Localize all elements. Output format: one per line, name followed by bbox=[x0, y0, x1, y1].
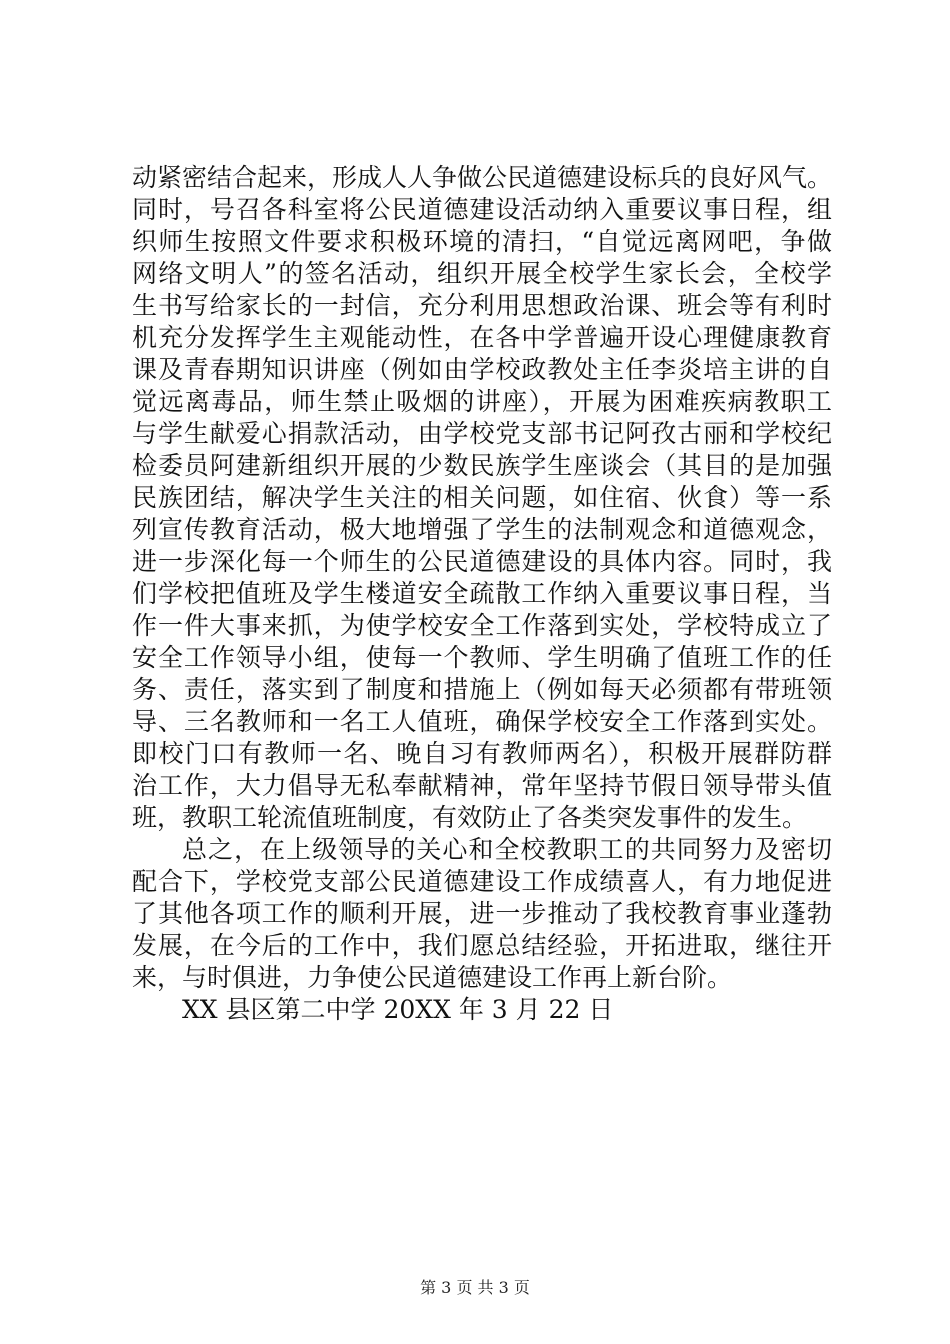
text-line: 作一件大事来抓，为使学校安全工作落到实处，学校特成立了 bbox=[132, 611, 832, 640]
text-line: 了其他各项工作的顺利开展，进一步推动了我校教育事业蓬勃 bbox=[132, 899, 832, 928]
text-line: 来，与时俱进，力争使公民道德建设工作再上新台阶。 bbox=[132, 963, 733, 992]
text-line: 即校门口有教师一名、晚自习有教师两名），积极开展群防群 bbox=[132, 739, 832, 768]
text-line: 生书写给家长的一封信，充分利用思想政治课、班会等有利时 bbox=[132, 291, 832, 320]
text-line: 导、三名教师和一名工人值班，确保学校安全工作落到实处。 bbox=[132, 707, 832, 736]
text-line: 检委员阿建新组织开展的少数民族学生座谈会（其目的是加强 bbox=[132, 451, 832, 480]
text-line: 发展，在今后的工作中，我们愿总结经验，开拓进取，继往开 bbox=[132, 931, 832, 960]
text-line: 网络文明人”的签名活动，组织开展全校学生家长会，全校学 bbox=[132, 259, 832, 288]
text-line: 总之，在上级领导的关心和全校教职工的共同努力及密切 bbox=[182, 835, 832, 864]
text-line: 觉远离毒品，师生禁止吸烟的讲座），开展为困难疾病教职工 bbox=[132, 387, 832, 416]
text-line: 进一步深化每一个师生的公民道德建设的具体内容。同时，我 bbox=[132, 547, 832, 576]
text-line: 配合下，学校党支部公民道德建设工作成绩喜人，有力地促进 bbox=[132, 867, 832, 896]
page-footer bbox=[0, 1278, 950, 1298]
page-number-label: 第 3 页 共 3 页 bbox=[420, 1278, 530, 1297]
body-text bbox=[132, 162, 832, 1026]
text-line: 列宣传教育活动，极大地增强了学生的法制观念和道德观念， bbox=[132, 515, 832, 544]
text-line: 同时，号召各科室将公民道德建设活动纳入重要议事日程，组 bbox=[132, 195, 832, 224]
text-line: 班，教职工轮流值班制度，有效防止了各类突发事件的发生。 bbox=[132, 803, 808, 832]
text-line: 动紧密结合起来，形成人人争做公民道德建设标兵的良好风气。 bbox=[132, 163, 833, 192]
paragraph-1 bbox=[132, 162, 832, 834]
text-line: 治工作，大力倡导无私奉献精神，常年坚持节假日领导带头值 bbox=[132, 771, 832, 800]
paragraph-2 bbox=[132, 834, 832, 994]
text-line: 民族团结，解决学生关注的相关问题，如住宿、伙食）等一系 bbox=[132, 483, 832, 512]
text-line: 与学生献爱心捐款活动，由学校党支部书记阿孜古丽和学校纪 bbox=[132, 419, 832, 448]
text-line: 机充分发挥学生主观能动性，在各中学普遍开设心理健康教育 bbox=[132, 323, 832, 352]
text-line: 务、责任，落实到了制度和措施上（例如每天必须都有带班领 bbox=[132, 675, 832, 704]
text-line: 课及青春期知识讲座（例如由学校政教处主任李炎培主讲的自 bbox=[132, 355, 832, 384]
text-line: 们学校把值班及学生楼道安全疏散工作纳入重要议事日程，当 bbox=[132, 579, 832, 608]
text-line: 安全工作领导小组，使每一个教师、学生明确了值班工作的任 bbox=[132, 643, 832, 672]
text-line: 织师生按照文件要求积极环境的清扫，“自觉远离网吧，争做 bbox=[132, 227, 832, 256]
signature-line: XX 县区第二中学 20XX 年 3 月 22 日 bbox=[182, 995, 614, 1024]
